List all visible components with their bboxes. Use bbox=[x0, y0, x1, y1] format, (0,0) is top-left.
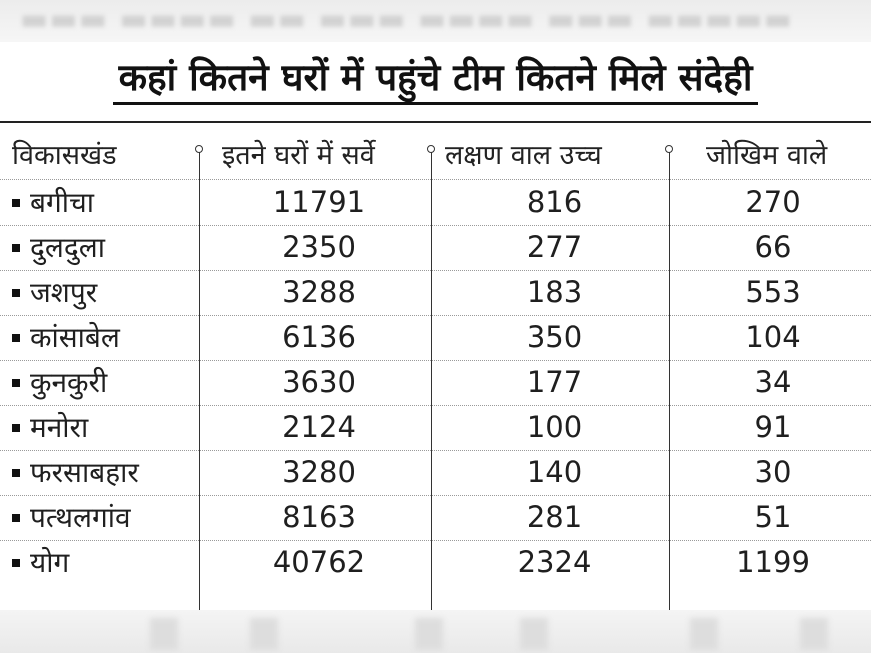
surveyed-count: 3280 bbox=[282, 455, 356, 489]
block-name: जशपुर bbox=[30, 276, 98, 309]
surveyed-count: 6136 bbox=[282, 320, 356, 354]
table-row bbox=[0, 225, 871, 271]
header-surveyed: इतने घरों में सर्वे bbox=[222, 140, 375, 171]
risk-count: 34 bbox=[754, 365, 792, 399]
risk-count: 30 bbox=[754, 455, 792, 489]
block-name: बगीचा bbox=[30, 186, 95, 219]
table-row bbox=[0, 270, 871, 316]
table-row bbox=[0, 495, 871, 541]
table-row bbox=[0, 540, 871, 585]
surveyed-count: 3630 bbox=[282, 365, 356, 399]
table-row bbox=[0, 360, 871, 406]
risk-count: 51 bbox=[754, 500, 792, 534]
surveyed-count: 2350 bbox=[282, 230, 356, 264]
bullet-icon bbox=[12, 469, 20, 477]
symptoms-count: 277 bbox=[526, 230, 583, 264]
symptoms-count: 350 bbox=[526, 320, 583, 354]
risk-count: 104 bbox=[745, 320, 801, 354]
risk-count: 553 bbox=[745, 275, 801, 309]
block-name: फरसाबहार bbox=[30, 456, 139, 489]
risk-count: 1199 bbox=[736, 545, 810, 579]
symptoms-count: 281 bbox=[526, 500, 583, 534]
bullet-icon bbox=[12, 334, 20, 342]
table-row bbox=[0, 405, 871, 451]
symptoms-count: 140 bbox=[526, 455, 583, 489]
table-row bbox=[0, 450, 871, 496]
block-name: कुनकुरी bbox=[30, 366, 108, 399]
bullet-icon bbox=[12, 514, 20, 522]
symptoms-count: 816 bbox=[526, 185, 583, 219]
table-title: कहां कितने घरों में पहुंचे टीम कितने मिले संदेही bbox=[0, 56, 871, 100]
previous-article-bleed: ▬▬▬ ▬▬▬▬ ▬▬ ▬▬▬ ▬▬▬▬ ▬▬▬ ▬▬▬▬▬ bbox=[0, 0, 871, 42]
table-row bbox=[0, 180, 871, 226]
block-name: योग bbox=[30, 546, 70, 579]
bullet-icon bbox=[12, 559, 20, 567]
bullet-icon bbox=[12, 199, 20, 207]
risk-count: 66 bbox=[754, 230, 792, 264]
bullet-icon bbox=[12, 379, 20, 387]
symptoms-count: 183 bbox=[526, 275, 583, 309]
header-symptoms: लक्षण वाल उच्च bbox=[445, 140, 602, 171]
surveyed-count: 3288 bbox=[282, 275, 356, 309]
table-row bbox=[0, 315, 871, 361]
surveyed-count: 8163 bbox=[282, 500, 356, 534]
bullet-icon bbox=[12, 244, 20, 252]
header-row-rule bbox=[0, 134, 871, 180]
surveyed-count: 11791 bbox=[272, 185, 366, 219]
symptoms-count: 100 bbox=[526, 410, 583, 444]
risk-count: 270 bbox=[745, 185, 801, 219]
block-name: दुलदुला bbox=[30, 231, 105, 264]
next-article-bleed bbox=[0, 610, 871, 653]
bullet-icon bbox=[12, 424, 20, 432]
surveyed-count: 2124 bbox=[282, 410, 356, 444]
risk-count: 91 bbox=[754, 410, 792, 444]
surveyed-count: 40762 bbox=[272, 545, 366, 579]
block-name: पत्थलगांव bbox=[30, 501, 131, 534]
bullet-icon bbox=[12, 289, 20, 297]
header-risk: जोखिम वाले bbox=[706, 140, 828, 171]
symptoms-count: 2324 bbox=[517, 545, 592, 579]
block-name: मनोरा bbox=[30, 411, 89, 444]
block-name: कांसाबेल bbox=[30, 321, 120, 354]
title-divider bbox=[0, 121, 871, 123]
symptoms-count: 177 bbox=[526, 365, 583, 399]
header-block: विकासखंड bbox=[12, 140, 117, 171]
